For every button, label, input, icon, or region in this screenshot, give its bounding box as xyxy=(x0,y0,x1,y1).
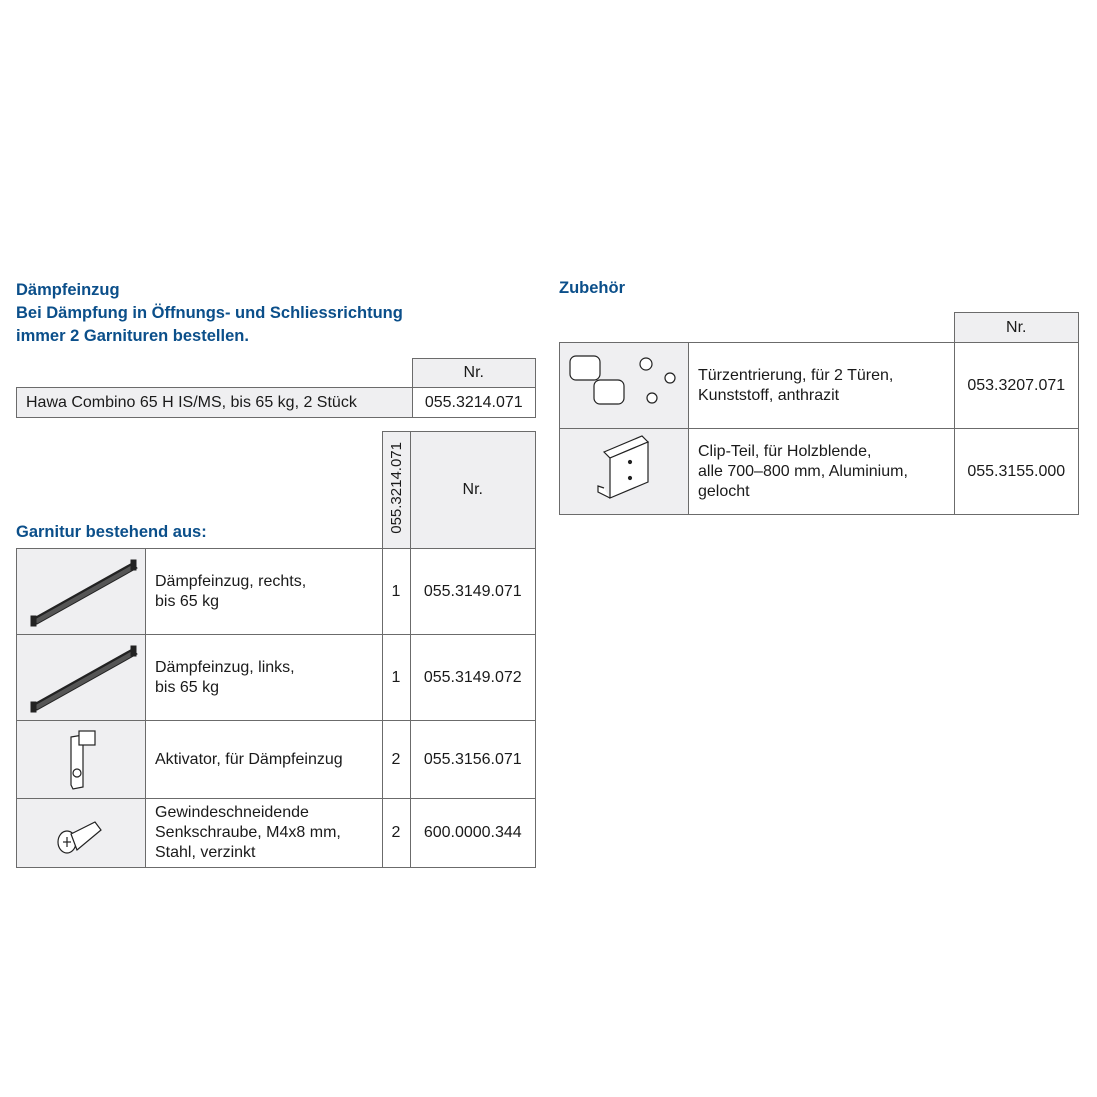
nr-header: Nr. xyxy=(954,313,1079,343)
nr-header: Nr. xyxy=(410,432,536,549)
title-line: Bei Dämpfung in Öffnungs- und Schliessrichtung xyxy=(16,304,403,322)
item-description: Gewindeschneidende Senkschraube, M4x8 mm, Stahl, verzinkt xyxy=(146,799,383,868)
item-image xyxy=(560,429,689,515)
item-nr: 055.3156.071 xyxy=(410,721,536,799)
damper-rail-left-icon xyxy=(17,638,145,718)
clip-part-icon xyxy=(560,432,688,512)
product-label: Hawa Combino 65 H IS/MS, bis 65 kg, 2 Stück xyxy=(17,388,413,418)
accessories-table xyxy=(559,312,1079,515)
activator-icon xyxy=(17,725,145,795)
accessories-heading: Zubehör xyxy=(559,279,625,297)
product-table xyxy=(16,358,536,418)
qty-header xyxy=(382,432,410,549)
item-description: Clip-Teil, für Holzblende, alle 700–800 mm, Aluminium, gelocht xyxy=(689,429,955,515)
damper-title xyxy=(16,279,403,348)
item-image xyxy=(17,799,146,868)
item-qty: 2 xyxy=(382,799,410,868)
title-line: Dämpfeinzug xyxy=(16,281,120,299)
nr-header: Nr. xyxy=(412,359,536,388)
qty-header-label: 055.3214.071 xyxy=(387,441,405,534)
table-row xyxy=(560,343,1079,429)
table-row xyxy=(17,388,536,418)
item-nr: 055.3155.000 xyxy=(954,429,1079,515)
item-nr: 053.3207.071 xyxy=(954,343,1079,429)
product-nr: 055.3214.071 xyxy=(412,388,536,418)
door-centering-icon xyxy=(560,346,688,426)
item-image xyxy=(17,721,146,799)
countersunk-screw-icon xyxy=(17,808,145,858)
item-image xyxy=(17,635,146,721)
table-row xyxy=(17,799,536,868)
item-qty: 2 xyxy=(382,721,410,799)
item-qty: 1 xyxy=(382,635,410,721)
item-description: Aktivator, für Dämpfeinzug xyxy=(146,721,383,799)
set-heading: Garnitur bestehend aus: xyxy=(16,523,207,541)
table-row xyxy=(17,549,536,635)
item-image xyxy=(560,343,689,429)
damper-rail-right-icon xyxy=(17,552,145,632)
table-row xyxy=(560,429,1079,515)
set-table xyxy=(16,431,536,868)
item-description: Dämpfeinzug, links, bis 65 kg xyxy=(146,635,383,721)
title-line: immer 2 Garnituren bestellen. xyxy=(16,327,249,345)
item-image xyxy=(17,549,146,635)
item-description: Türzentrierung, für 2 Türen, Kunststoff, anthrazit xyxy=(689,343,955,429)
item-description: Dämpfeinzug, rechts, bis 65 kg xyxy=(146,549,383,635)
item-nr: 055.3149.071 xyxy=(410,549,536,635)
item-qty: 1 xyxy=(382,549,410,635)
table-row xyxy=(17,721,536,799)
item-nr: 055.3149.072 xyxy=(410,635,536,721)
item-nr: 600.0000.344 xyxy=(410,799,536,868)
table-row xyxy=(17,635,536,721)
